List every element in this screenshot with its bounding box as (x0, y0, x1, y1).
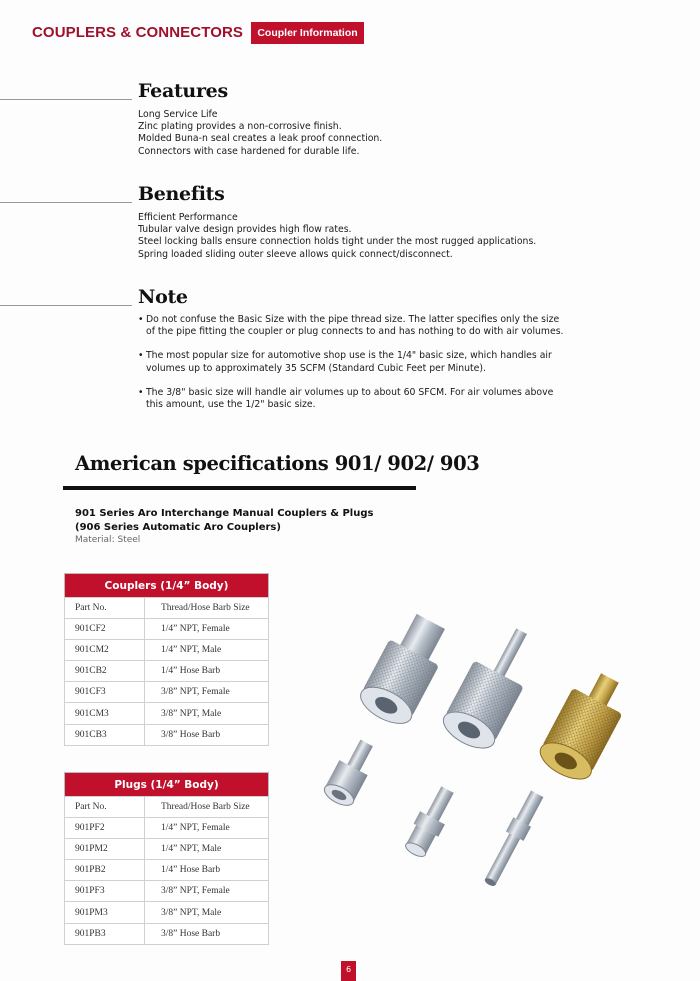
section-rule (0, 305, 132, 306)
benefits-heading: Benefits (138, 183, 225, 205)
couplers-plugs-photo (295, 600, 645, 905)
benefit-line: Spring loaded sliding outer sleeve allows quick connect/disconnect. (138, 248, 453, 260)
table-row: 901PM2 1/4” NPT, Male (65, 839, 269, 860)
column-header: Part No. (65, 797, 145, 818)
note-body (138, 314, 564, 423)
specs-rule (63, 486, 416, 490)
coupler-hose-barb-icon (438, 618, 547, 756)
note-bullet: • Do not confuse the Basic Size with the pipe thread size. The latter specifies only the size of the pipe fitting the coupler or plug connects to and has nothing to do with air volumes. (138, 314, 564, 338)
column-header: Part No. (65, 598, 145, 619)
specs-title: American specifications 901/ 902/ 903 (75, 452, 480, 475)
column-header: Thread/Hose Barb Size (145, 797, 269, 818)
plugs-table (64, 772, 269, 945)
table-row: 901PF2 1/4” NPT, Female (65, 818, 269, 839)
table-row: 901CM2 1/4” NPT, Male (65, 640, 269, 661)
table-header-row (65, 797, 269, 818)
benefit-line: Efficient Performance (138, 212, 238, 223)
note-bullet: • The most popular size for automotive shop use is the 1/4" basic size, which handles air volumes up to approximately 35 SCFM (Standard Cubic Feet per Minute). (138, 350, 564, 374)
table-row: 901CF3 3/8” NPT, Female (65, 682, 269, 703)
section-title: COUPLERS & CONNECTORS (32, 24, 244, 41)
table-row: 901PF3 3/8” NPT, Female (65, 881, 269, 902)
benefits-body (138, 212, 536, 261)
table-caption: Couplers (1/4” Body) (65, 574, 269, 598)
benefit-line: Tubular valve design provides high flow rates. (138, 224, 352, 236)
table-row: 901CM3 3/8” NPT, Male (65, 703, 269, 724)
plug-female-icon (321, 735, 381, 809)
features-body (138, 109, 382, 158)
page-number: 6 (341, 961, 356, 981)
section-rule (0, 202, 132, 203)
coupler-brass-male-icon (534, 665, 634, 787)
table-row: 901PM3 3/8” NPT, Male (65, 902, 269, 923)
material-label: Material: Steel (75, 535, 141, 545)
plug-male-icon (401, 783, 460, 861)
table-caption: Plugs (1/4” Body) (65, 773, 269, 797)
note-heading: Note (138, 286, 188, 308)
note-bullet: • The 3/8" basic size will handle air volumes up to about 60 SFCM. For air volumes above this amount, use the 1/2" basic size. (138, 387, 564, 411)
feature-line: Long Service Life (138, 109, 218, 120)
feature-line: Zinc plating provides a non-corrosive finish. (138, 121, 342, 133)
table-row: 901PB3 3/8” Hose Barb (65, 923, 269, 944)
column-header: Thread/Hose Barb Size (145, 598, 269, 619)
section-rule (0, 99, 132, 100)
feature-line: Connectors with case hardened for durable life. (138, 145, 360, 157)
table-row: 901CB2 1/4” Hose Barb (65, 661, 269, 682)
coupler-female-icon (355, 608, 456, 731)
table-header-row (65, 598, 269, 619)
table-row: 901PB2 1/4” Hose Barb (65, 860, 269, 881)
benefit-line: Steel locking balls ensure connection holds tight under the most rugged applications. (138, 236, 537, 248)
series-title: 901 Series Aro Interchange Manual Couplers & Plugs (906 Series Automatic Aro Couplers) (75, 508, 374, 533)
features-heading: Features (138, 80, 228, 102)
feature-line: Molded Buna-n seal creates a leak proof connection. (138, 133, 383, 145)
table-row: 901CB3 3/8” Hose Barb (65, 724, 269, 745)
couplers-table (64, 573, 269, 746)
table-row: 901CF2 1/4” NPT, Female (65, 619, 269, 640)
coupler-information-badge: Coupler Information (251, 22, 364, 44)
plug-hose-barb-icon (480, 789, 546, 889)
